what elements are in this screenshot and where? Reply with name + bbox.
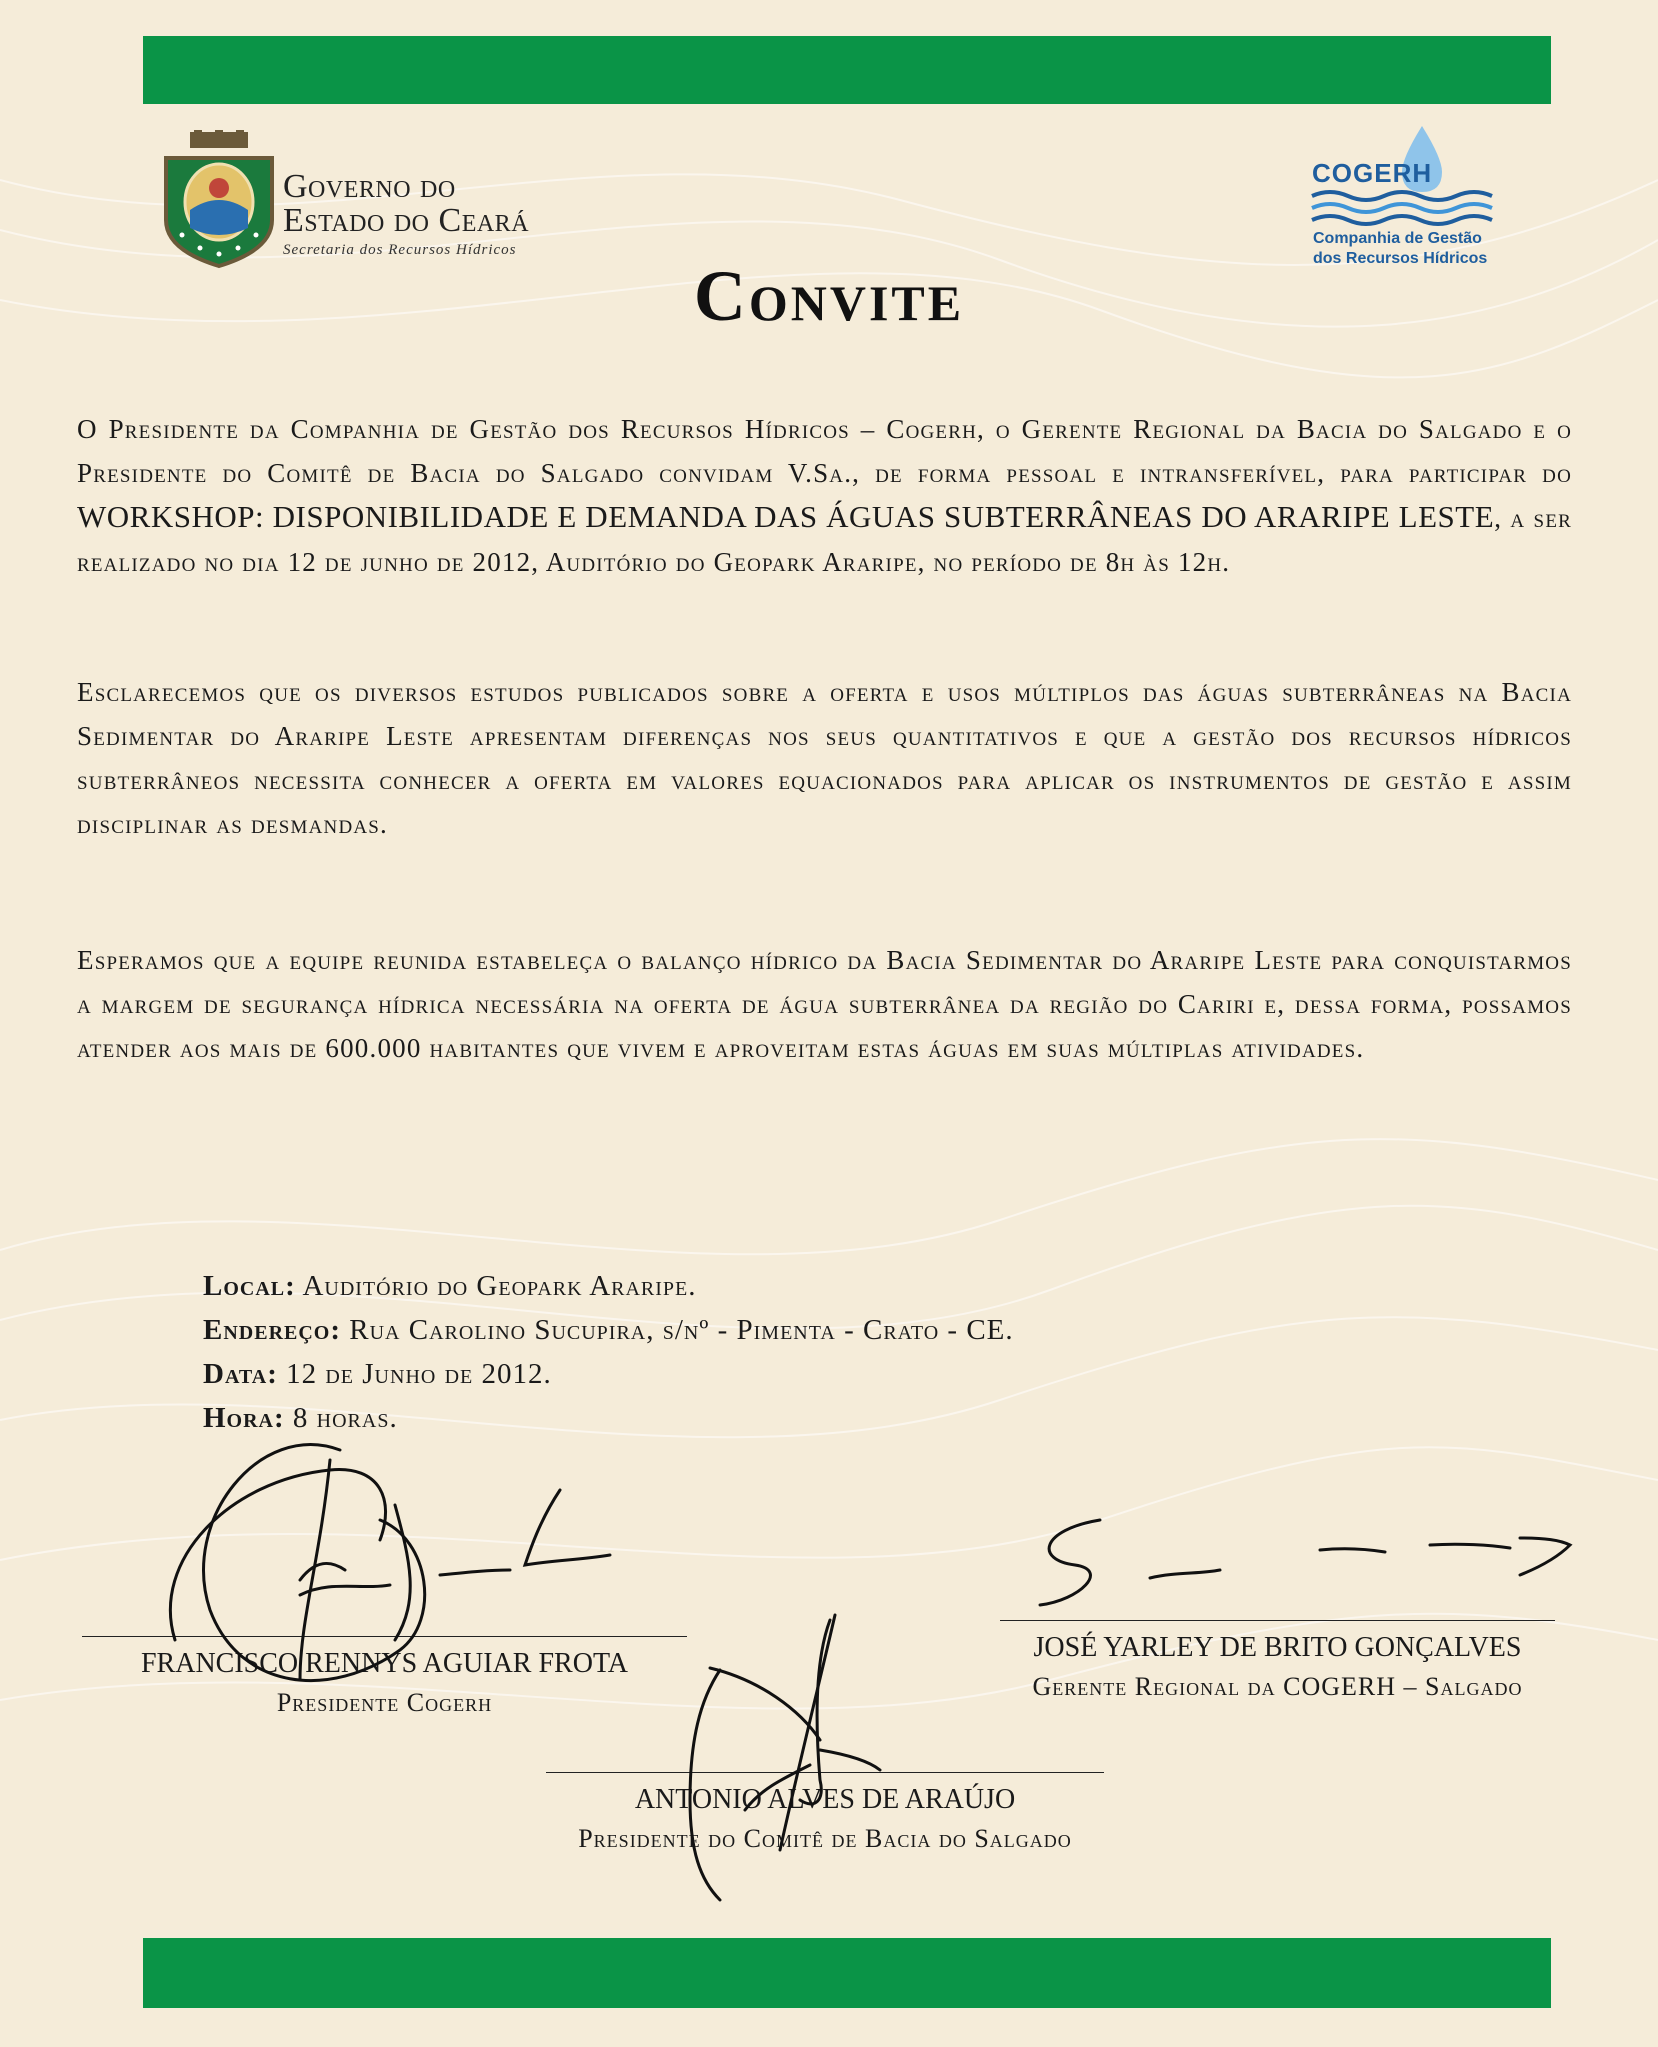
gov-line1: Governo do [283,168,456,205]
detail-data [203,1352,1014,1396]
detail-hora [203,1396,1014,1440]
paragraph-2: Esclarecemos que os diversos estudos publicados sobre a oferta e usos múltiplos das águas subterrâneas na Bacia Sedimentar do Araripe Leste apresentam diferenças nos seus quantitativos e que a gestão dos recursos hídricos subterrâneos necessita conhecer a oferta em valores equacionados para aplicar os instrumentos de gestão e assim disciplinar as desmandas. [77,677,1572,839]
cogerh-logo-name: COGERH [1312,158,1433,188]
gov-line3: Secretaria dos Recursos Hídricos [283,242,517,258]
detail-local-label: Local: [203,1270,296,1302]
signature-line-2 [1000,1620,1555,1621]
page-title: Convite [693,256,965,336]
detail-endereco-label: Endereço: [203,1314,342,1346]
detail-local [203,1264,1014,1308]
signature-1-role: Presidente Cogerh [276,1688,493,1717]
cogerh-logo-sub1: Companhia de Gestão [1313,230,1482,247]
detail-data-value: 12 de Junho de 2012. [277,1358,552,1390]
cogerh-logo-sub2: dos Recursos Hídricos [1313,250,1488,267]
signature-2-role: Gerente Regional da COGERH – Salgado [1032,1672,1523,1701]
top-green-bar [143,36,1551,104]
bottom-green-bar [143,1938,1551,2008]
signature-3-role: Presidente do Comitê de Bacia do Salgado [578,1824,1072,1853]
detail-endereco-value: Rua Carolino Sucupira, s/nº - Pimenta - Crato - CE. [341,1314,1014,1346]
detail-hora-label: Hora: [203,1402,285,1434]
gov-logo-text [283,170,529,259]
detail-endereco [203,1308,1014,1352]
detail-hora-value: 8 horas. [284,1402,398,1434]
signature-3-name: ANTONIO ALVES DE ARAÚJO [634,1784,1016,1815]
event-details [203,1264,1014,1440]
signature-1-name: FRANCISCO RENNYS AGUIAR FROTA [140,1648,629,1679]
signature-line-1 [82,1636,687,1637]
workshop-title: WORKSHOP: DISPONIBILIDADE E DEMANDA DAS ÁGUAS SUBTERRÂNEAS DO ARARIPE LESTE [77,499,1495,534]
detail-local-value: Auditório do Geopark Araripe. [295,1270,697,1302]
paragraph-1 [77,407,1572,584]
paragraph-1-end: , a ser realizado no dia 12 de junho de 2012, Auditório do Geopark Araripe, no período de 8h às 12h. [77,503,1573,577]
paragraph-1-intro: O Presidente da Companhia de Gestão dos Recursos Hídricos – Cogerh, o Gerente Regional da Bacia do Salgado e o Presidente do Comitê de Bacia do Salgado convidam V.Sa., de forma pessoal e intransferível, para participar do [77,414,1572,488]
signature-2-name: JOSÉ YARLEY DE BRITO GONÇALVES [1033,1632,1522,1663]
gov-line2: Estado do Ceará [283,202,530,239]
detail-data-label: Data: [203,1358,278,1390]
signature-line-3 [546,1772,1104,1773]
paragraph-3: Esperamos que a equipe reunida estabeleça o balanço hídrico da Bacia Sedimentar do Araripe Leste para conquistarmos a margem de segurança hídrica necessária na oferta de água subterrânea da região do Cariri e, dessa forma, possamos atender aos mais de 600.000 habitantes que vivem e aproveitam estas águas em suas múltiplas atividades. [77,945,1572,1063]
